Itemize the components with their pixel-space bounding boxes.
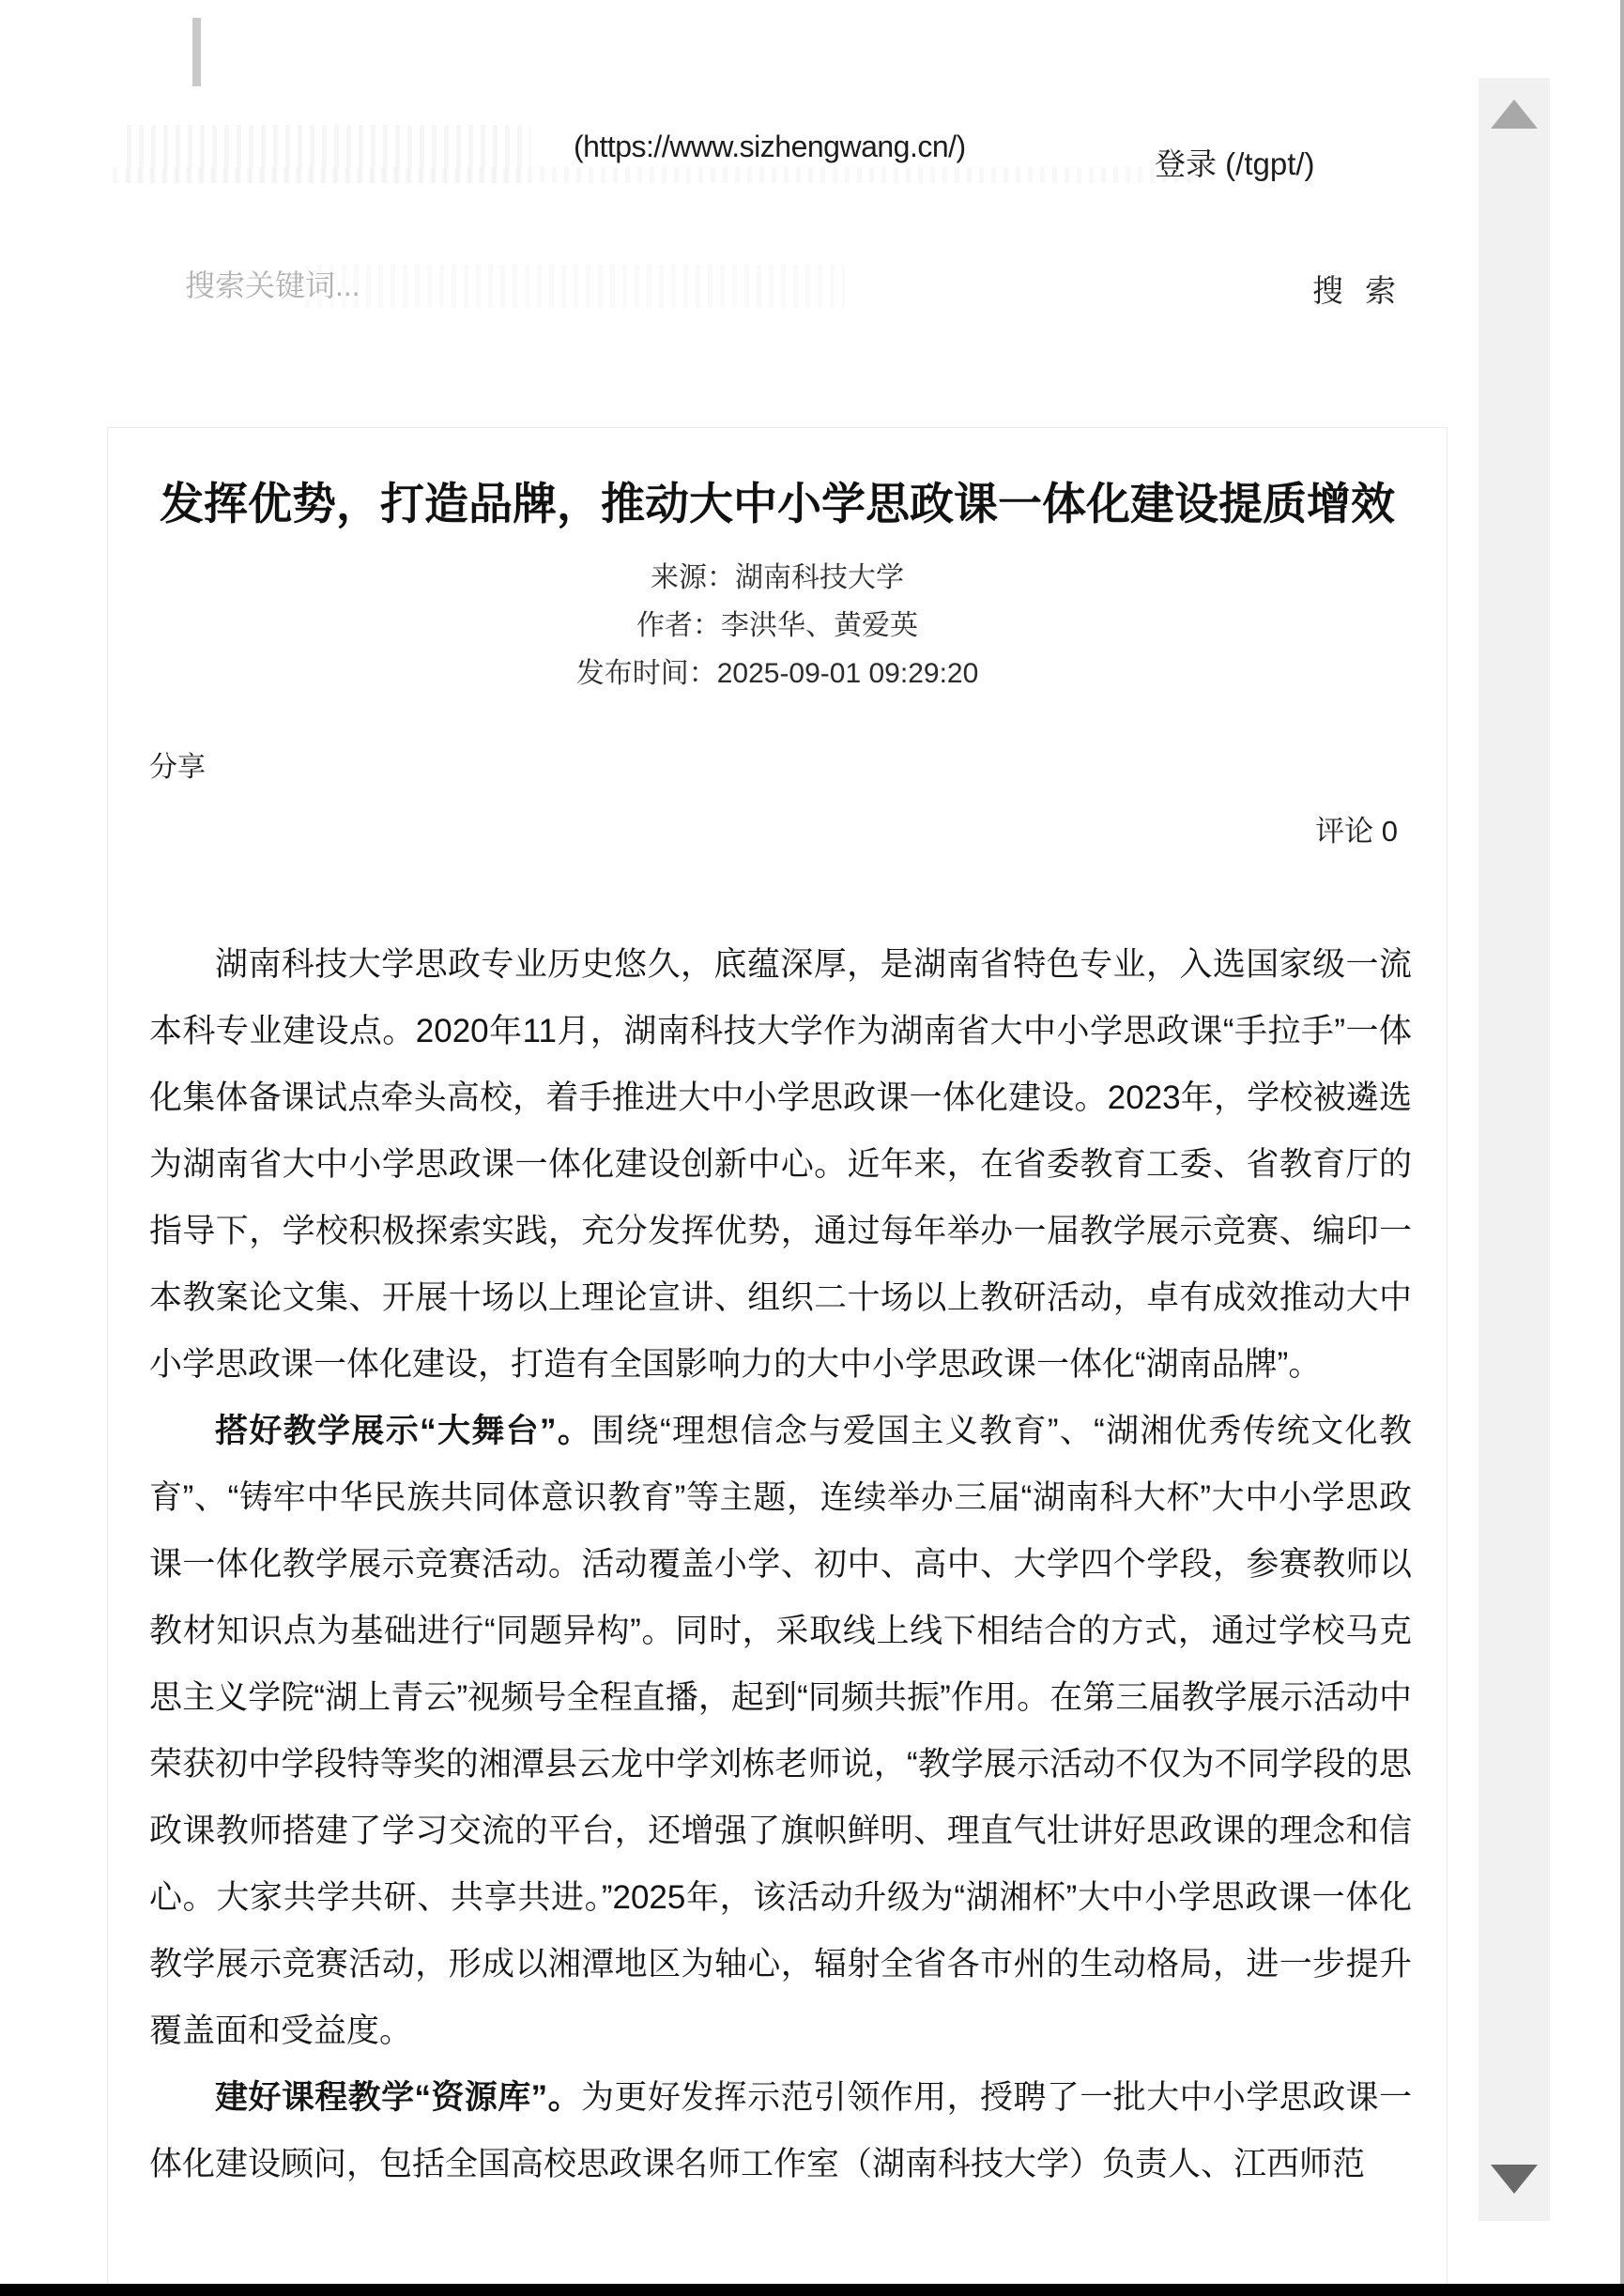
search-button[interactable]: 搜 索 xyxy=(1312,267,1402,311)
article-paragraph: 湖南科技大学思政专业历史悠久，底蕴深厚，是湖南省特色专业，入选国家级一流本科专业建设点。2020年11月，湖南科技大学作为湖南省大中小学思政课“手拉手”一体化集体备课试点牵头高校，着手推进大中小学思政课一体化建设。2023年，学校被遴选为湖南省大中小学思政课一体化建设创新中心。近年来，在省委教育工委、省教育厅的指导下，学校积极探索实践，充分发挥优势，通过每年举办一届教学展示竞赛、编印一本教案论文集、开展十场以上理论宣讲、组织二十场以上教研活动，卓有成效推动大中小学思政课一体化建设，打造有全国影响力的大中小学思政课一体化“湖南品牌”。 xyxy=(149,946,1412,1383)
article-title: 发挥优势，打造品牌，推动大中小学思政课一体化建设提质增效 xyxy=(160,479,1395,528)
article-body xyxy=(149,931,1412,2197)
scrollbar-track[interactable] xyxy=(1478,78,1550,2221)
window-right-edge xyxy=(1620,0,1624,2296)
article-paragraph: 建好课程教学“资源库”。为更好发挥示范引领作用，授聘了一批大中小学思政课一体化建设顾问，包括全国高校思政课名师工作室（湖南科技大学）负责人、江西师范 xyxy=(149,2079,1412,2182)
share-button[interactable]: 分享 xyxy=(149,752,206,783)
article-card xyxy=(107,427,1448,2296)
article-meta xyxy=(108,554,1447,697)
broken-image-placeholder xyxy=(192,18,201,86)
article-publish-time: 发布时间：2025-09-01 09:29:20 xyxy=(575,658,979,689)
search-input[interactable] xyxy=(185,261,1124,310)
article-paragraph: 搭好教学展示“大舞台”。围绕“理想信念与爱国主义教育”、“湖湘优秀传统文化教育”、“铸牢中华民族共同体意识教育”等主题，连续举办三届“湖南科大杯”大中小学思政课一体化教学展示竞赛活动。活动覆盖小学、初中、高中、大学四个学段，参赛教师以教材知识点为基础进行“同题异构”。同时，采取线上线下相结合的方式，通过学校马克思主义学院“湖上青云”视频号全程直播，起到“同频共振”作用。在第三届教学展示活动中荣获初中学段特等奖的湘潭县云龙中学刘栋老师说，“教学展示活动不仅为不同学段的思政课教师搭建了学习交流的平台，还增强了旗帜鲜明、理直气壮讲好思政课的理念和信心。大家共学共研、共享共进。”2025年，该活动升级为“湖湘杯”大中小学思政课一体化教学展示竞赛活动，形成以湘潭地区为轴心，辐射全省各市州的生动格局，进一步提升覆盖面和受益度。 xyxy=(149,1413,1412,2049)
bottom-footer-edge xyxy=(0,2284,1624,2296)
login-link[interactable]: 登录 (/tgpt/) xyxy=(1155,146,1315,181)
article-source: 来源：湖南科技大学 xyxy=(651,562,904,593)
scroll-up-icon[interactable] xyxy=(1491,99,1538,129)
comments-link[interactable]: 评论 0 xyxy=(1315,815,1398,848)
site-url-link[interactable]: (https://www.sizhengwang.cn/) xyxy=(574,130,966,163)
article-author: 作者：李洪华、黄爱英 xyxy=(636,610,918,641)
faded-logo-watermark xyxy=(113,167,1202,183)
scroll-down-icon[interactable] xyxy=(1491,2165,1538,2194)
